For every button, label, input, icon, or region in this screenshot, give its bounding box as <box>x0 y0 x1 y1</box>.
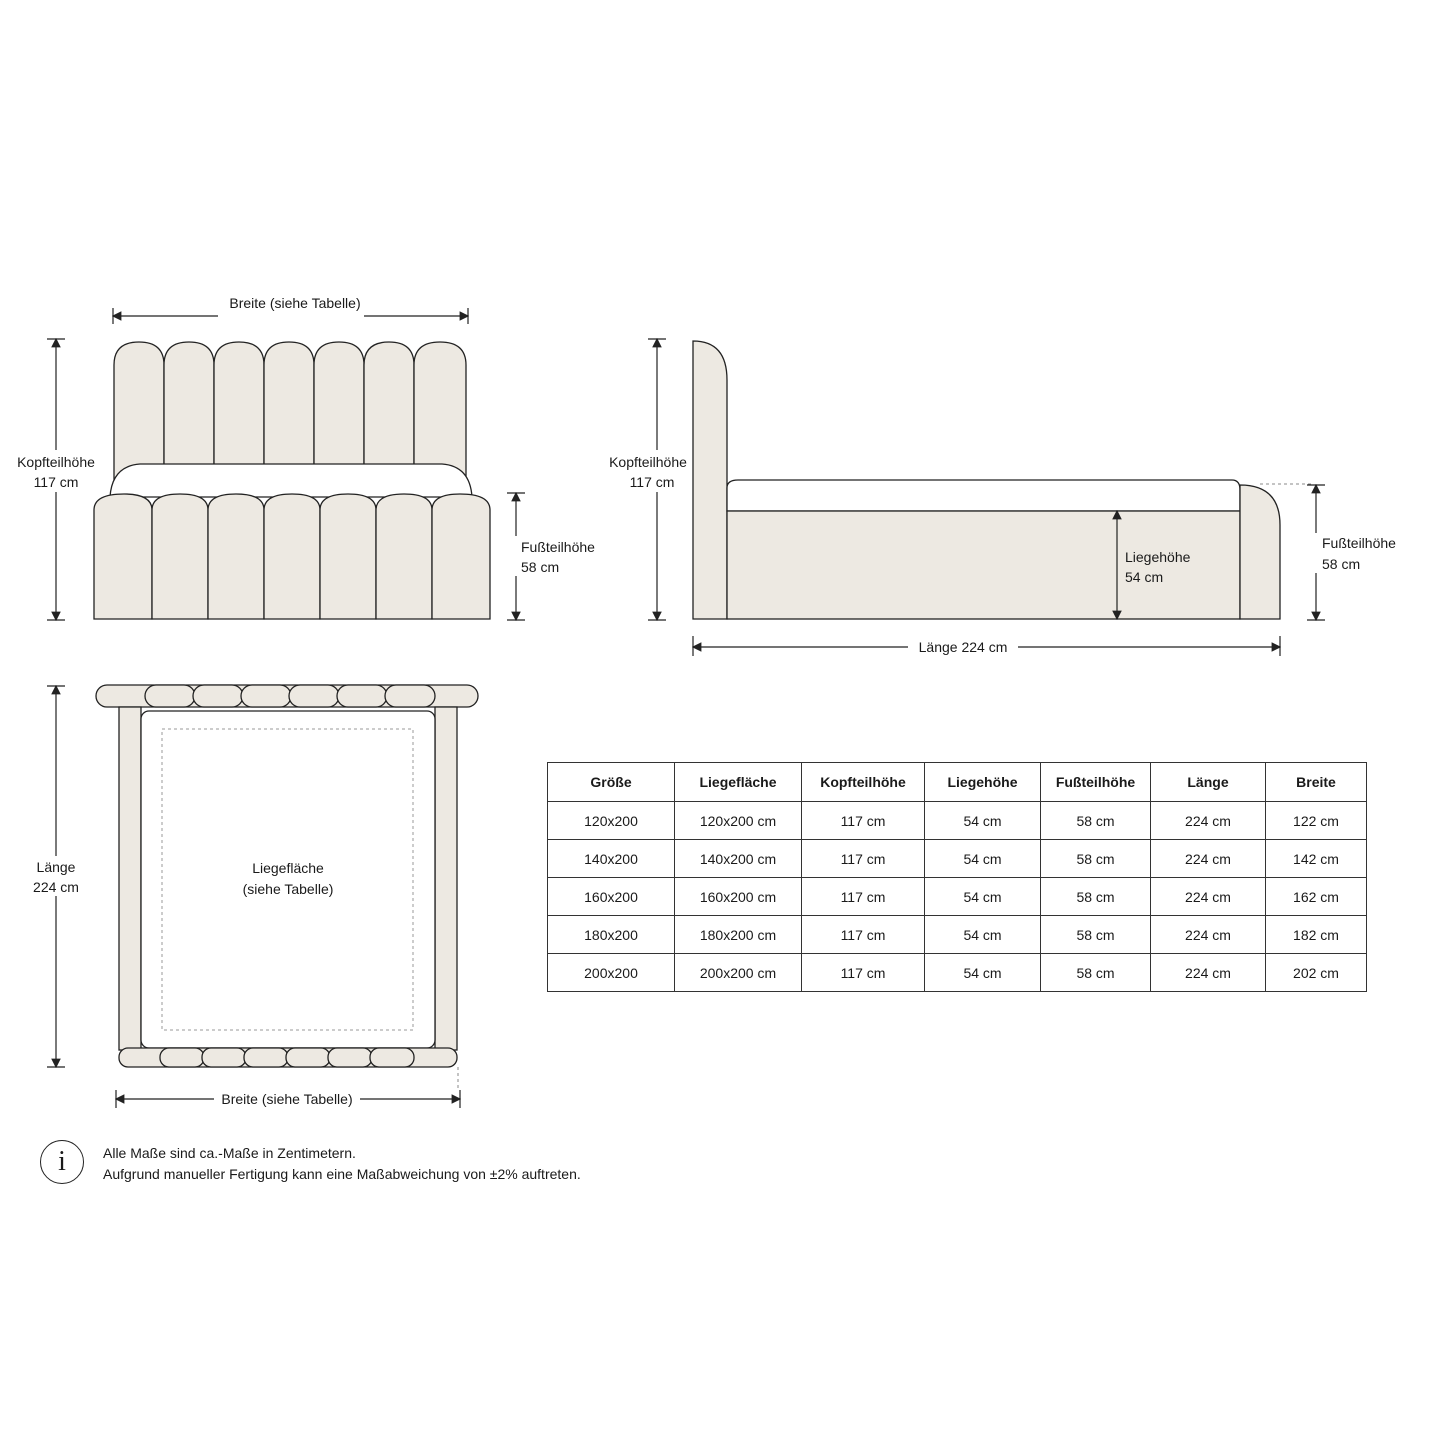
table-header-row <box>548 763 1367 802</box>
top-area-label: Liegefläche <box>252 860 324 876</box>
side-footboard <box>1240 485 1280 619</box>
side-footboard-value: 58 cm <box>1322 556 1361 572</box>
table-cell: 224 cm <box>1151 802 1266 840</box>
table-row <box>548 840 1367 878</box>
table-cell: 182 cm <box>1266 916 1367 954</box>
header-length: Länge <box>1151 763 1266 802</box>
header-headboard: Kopfteilhöhe <box>802 763 925 802</box>
table-cell: 54 cm <box>925 878 1041 916</box>
table-cell: 224 cm <box>1151 954 1266 992</box>
header-width: Breite <box>1266 763 1367 802</box>
table-cell: 58 cm <box>1041 916 1151 954</box>
table-cell: 58 cm <box>1041 954 1151 992</box>
table-cell: 120x200 cm <box>675 802 802 840</box>
table-cell: 224 cm <box>1151 916 1266 954</box>
top-length-value: 224 cm <box>33 879 79 895</box>
front-view <box>10 295 595 620</box>
note-line-2: Aufgrund manueller Fertigung kann eine Maßabweichung von ±2% auftreten. <box>103 1166 581 1182</box>
side-headboard <box>693 341 727 619</box>
front-width-label: Breite (siehe Tabelle) <box>229 295 361 311</box>
table-cell: 160x200 <box>548 878 675 916</box>
table-cell: 202 cm <box>1266 954 1367 992</box>
table-cell: 58 cm <box>1041 878 1151 916</box>
top-width-label: Breite (siehe Tabelle) <box>221 1091 353 1107</box>
side-headboard-value: 117 cm <box>629 474 675 490</box>
side-headboard-label: Kopfteilhöhe <box>609 454 687 470</box>
table-cell: 224 cm <box>1151 878 1266 916</box>
table-cell: 162 cm <box>1266 878 1367 916</box>
table-cell: 200x200 cm <box>675 954 802 992</box>
dimensions-table <box>547 762 1367 992</box>
side-mattress <box>727 480 1240 511</box>
note-line-1: Alle Maße sind ca.-Maße in Zentimetern. <box>103 1145 356 1161</box>
top-view <box>28 685 478 1109</box>
table-cell: 180x200 cm <box>675 916 802 954</box>
table-row <box>548 878 1367 916</box>
top-footboard <box>119 1048 457 1067</box>
table-cell: 58 cm <box>1041 840 1151 878</box>
top-area-note: (siehe Tabelle) <box>242 881 334 897</box>
footboard-panels <box>94 494 490 619</box>
header-size: Größe <box>548 763 675 802</box>
top-headboard <box>96 685 478 707</box>
header-footboard: Fußteilhöhe <box>1041 763 1151 802</box>
table-row <box>548 954 1367 992</box>
table-cell: 140x200 cm <box>675 840 802 878</box>
side-bed-height-label: Liegehöhe <box>1125 549 1191 565</box>
table-cell: 180x200 <box>548 916 675 954</box>
front-headboard-label: Kopfteilhöhe <box>17 454 95 470</box>
table-cell: 122 cm <box>1266 802 1367 840</box>
header-bed-height: Liegehöhe <box>925 763 1041 802</box>
top-mattress <box>141 711 435 1048</box>
front-footboard-value: 58 cm <box>521 559 560 575</box>
table-cell: 200x200 <box>548 954 675 992</box>
table-cell: 224 cm <box>1151 840 1266 878</box>
front-headboard-value: 117 cm <box>33 474 79 490</box>
side-bed-height-value: 54 cm <box>1125 569 1164 585</box>
side-length-label: Länge 224 cm <box>918 639 1008 655</box>
side-base <box>727 511 1240 619</box>
table-cell: 120x200 <box>548 802 675 840</box>
table-cell: 140x200 <box>548 840 675 878</box>
table-cell: 117 cm <box>802 878 925 916</box>
table-cell: 54 cm <box>925 802 1041 840</box>
table-row <box>548 802 1367 840</box>
header-area: Liegefläche <box>675 763 802 802</box>
side-view <box>606 339 1396 657</box>
table-cell: 54 cm <box>925 916 1041 954</box>
table-cell: 54 cm <box>925 840 1041 878</box>
table-cell: 117 cm <box>802 916 925 954</box>
table-row <box>548 916 1367 954</box>
front-footboard-label: Fußteilhöhe <box>521 539 595 555</box>
table-cell: 58 cm <box>1041 802 1151 840</box>
table-cell: 117 cm <box>802 954 925 992</box>
front-mattress <box>110 464 472 497</box>
table-cell: 54 cm <box>925 954 1041 992</box>
table-cell: 117 cm <box>802 802 925 840</box>
info-icon: i <box>40 1140 84 1184</box>
table-cell: 160x200 cm <box>675 878 802 916</box>
top-length-label: Länge <box>36 859 76 875</box>
table-cell: 117 cm <box>802 840 925 878</box>
table-cell: 142 cm <box>1266 840 1367 878</box>
side-footboard-label: Fußteilhöhe <box>1322 535 1396 551</box>
